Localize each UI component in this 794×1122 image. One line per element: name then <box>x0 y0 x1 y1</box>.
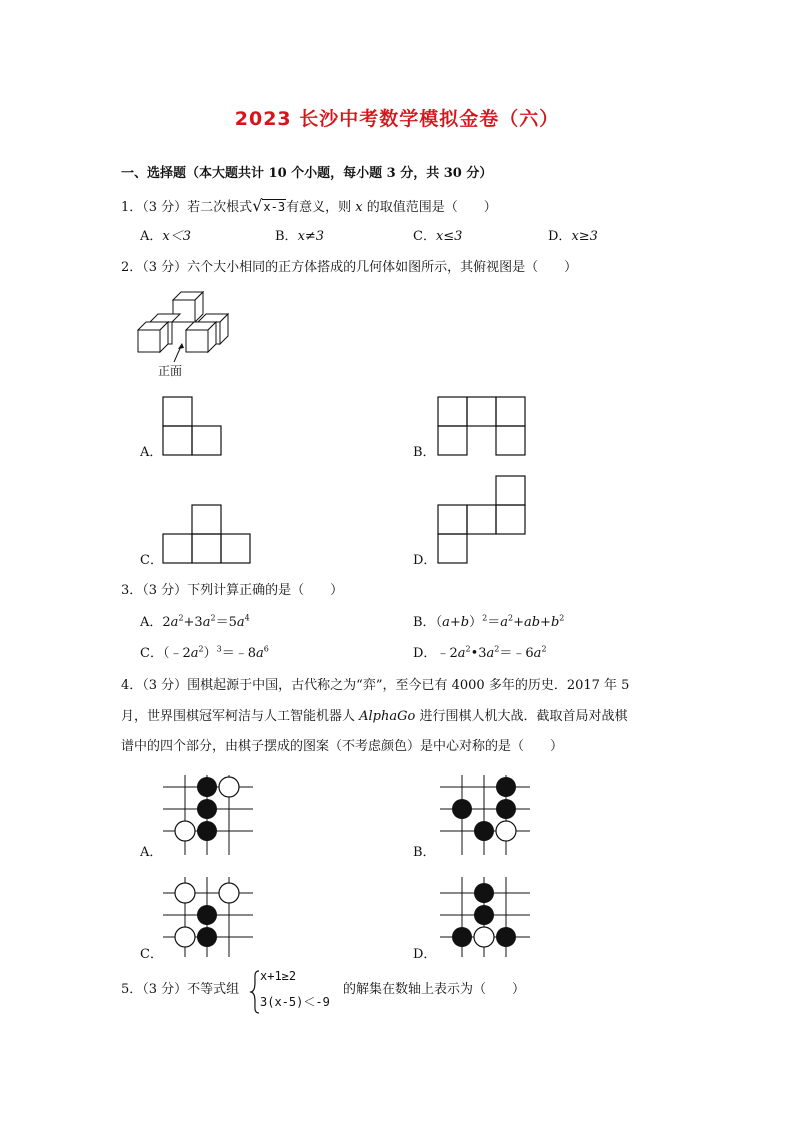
question-5: 5．（3 分）不等式组 <box>121 982 240 997</box>
option-a[interactable]: A． <box>140 845 163 860</box>
question-5-tail: 的解集在数轴上表示为（ ） <box>343 982 526 997</box>
question-text: 的取值范围是（ ） <box>362 200 497 215</box>
option-b[interactable]: B．x≠3 <box>275 229 325 244</box>
option-a[interactable]: A．$2a^2+3a^2=5a^4$ <box>140 613 250 630</box>
option-d[interactable]: D．$﹣2a^2•3a^2=﹣6a^2$ <box>413 644 547 661</box>
question-4: 4．（3 分）围棋起源于中国，古代称之为“弈”，至今已有 4000 多年的历史．2017 年 5 <box>121 678 630 693</box>
question-3: 3．（3 分）下列计算正确的是（ ） <box>121 583 344 598</box>
go-board-c <box>163 877 253 957</box>
top-view-d <box>437 475 527 565</box>
go-board-a <box>163 775 253 855</box>
section-heading: 一、选择题（本大题共计 10 个小题，每小题 3 分，共 30 分） <box>121 166 493 181</box>
question-2: 2．（3 分）六个大小相同的正方体搭成的几何体如图所示，其俯视图是（ ） <box>121 260 578 275</box>
inequality-1: x+1≥2 <box>260 969 297 983</box>
question-text: 有意义，则 <box>286 200 356 215</box>
sqrt-symbol: √ <box>252 196 263 215</box>
option-c[interactable]: C．$(﹣2a^2)^3=﹣8a^6$ <box>140 644 269 661</box>
option-b[interactable]: B． <box>413 445 436 460</box>
radicand: x-3 <box>263 200 286 214</box>
option-b[interactable]: B． <box>413 845 436 860</box>
option-d[interactable]: D． <box>413 553 437 568</box>
option-c[interactable]: C． <box>140 553 163 568</box>
variable: x <box>355 200 363 215</box>
top-view-c <box>162 504 252 564</box>
question-number: 1． <box>121 200 143 215</box>
top-view-b <box>437 396 527 456</box>
go-board-b <box>440 775 530 855</box>
question-text: （3 分）若二次根式 <box>142 200 253 215</box>
inequality-2: 3(x-5)＜-9 <box>260 995 330 1009</box>
front-label: 正面 <box>158 364 183 378</box>
option-d[interactable]: D． <box>413 947 437 962</box>
question-4-line3: 谱中的四个部分，由棋子摆成的图案（不考虑颜色）是中心对称的是（ ） <box>121 739 564 754</box>
question-4-line2: 月，世界围棋冠军柯洁与人工智能机器人 AlphaGo 进行围棋人机大战．截取首局对战棋 <box>121 709 628 724</box>
left-brace <box>250 970 260 1014</box>
option-c[interactable]: C．x≤3 <box>413 229 463 244</box>
option-a[interactable]: A． <box>140 445 163 460</box>
cube-figure <box>130 288 240 358</box>
option-a[interactable]: A．x＜3 <box>140 229 191 244</box>
question-1 <box>121 197 497 217</box>
go-board-d <box>440 877 530 957</box>
option-b[interactable]: B．$(a+b)^2=a^2+ab+b^2$ <box>413 613 565 630</box>
top-view-a <box>162 396 222 456</box>
page-title: 2023 长沙中考数学模拟金卷（六） <box>234 108 560 130</box>
option-d[interactable]: D．x≥3 <box>548 229 598 244</box>
option-c[interactable]: C． <box>140 947 163 962</box>
